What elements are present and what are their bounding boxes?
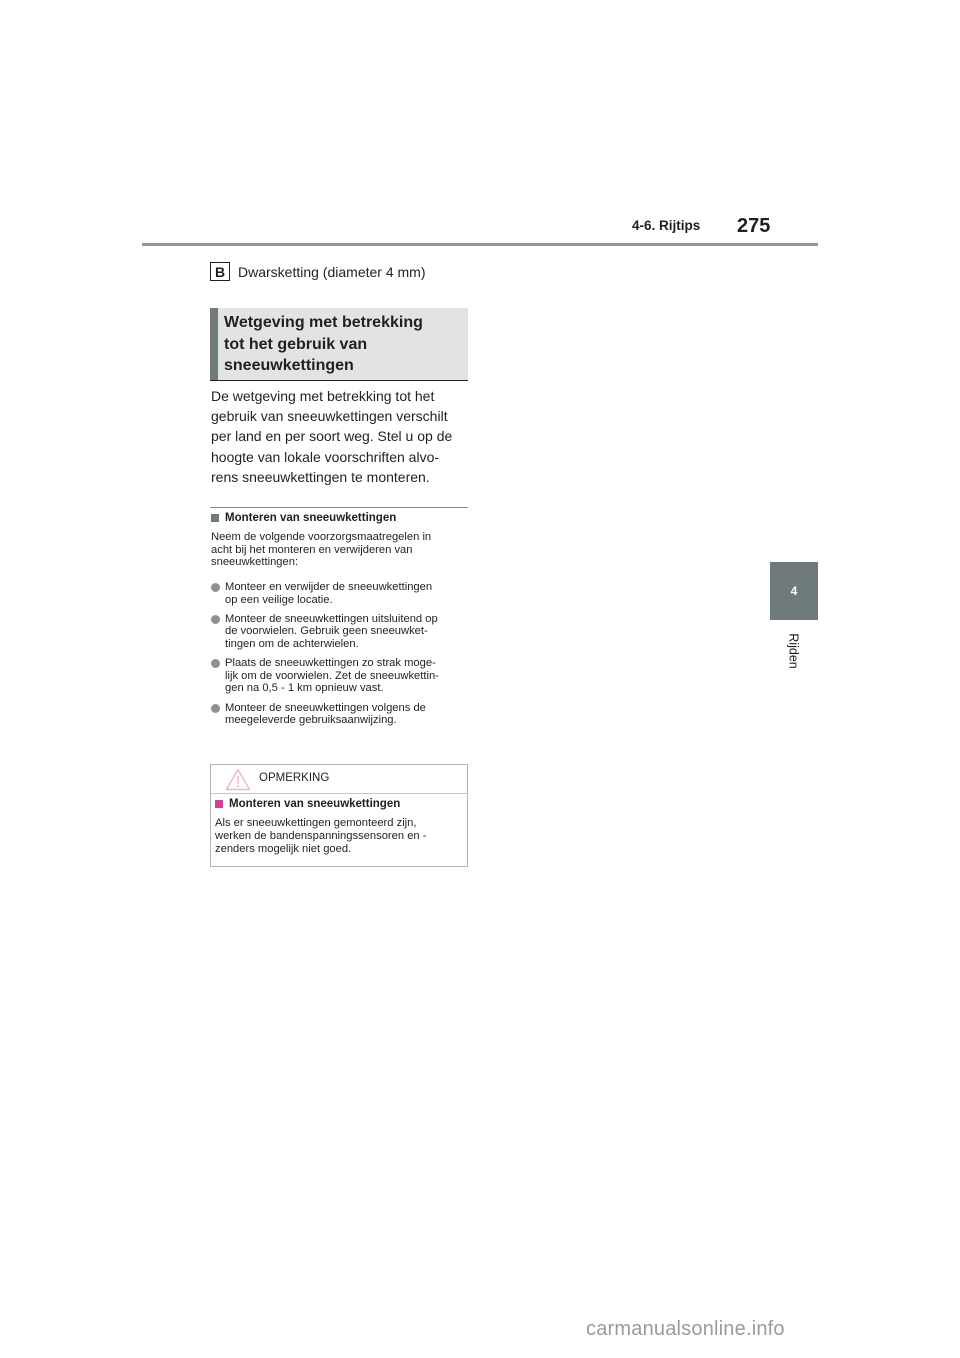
notice-header bbox=[211, 765, 467, 794]
list-item bbox=[211, 613, 471, 651]
chapter-title-text: Rijden bbox=[787, 633, 801, 669]
chapter-tab[interactable] bbox=[770, 562, 818, 620]
bullet-line: de voorwielen. Gebruik geen sneeuwket- bbox=[225, 625, 428, 638]
chapter-title bbox=[770, 628, 818, 674]
bullet-line: op een veilige locatie. bbox=[225, 593, 333, 606]
list-item bbox=[211, 702, 471, 727]
section-title bbox=[224, 312, 459, 377]
notice-line: Als er sneeuwkettingen gemonteerd zijn, bbox=[215, 817, 417, 829]
circle-bullet-icon bbox=[211, 615, 220, 624]
chapter-number: 4 bbox=[790, 584, 798, 598]
bullet-line: Monteer de sneeuwkettingen uitsluitend op bbox=[225, 612, 438, 625]
section-title-line: tot het gebruik van bbox=[224, 335, 368, 353]
section-heading-box bbox=[210, 308, 468, 381]
circle-bullet-icon bbox=[211, 583, 220, 592]
notice-text bbox=[215, 817, 465, 855]
mounting-heading-text: Monteren van sneeuwkettingen bbox=[225, 512, 397, 524]
bullet-line: gen na 0,5 - 1 km opnieuw vast. bbox=[225, 682, 384, 695]
notice-heading-text: Monteren van sneeuwkettingen bbox=[229, 798, 401, 810]
section-heading-bar bbox=[210, 308, 218, 380]
notice-heading bbox=[215, 798, 400, 810]
watermark: carmanualsonline.info bbox=[586, 1318, 785, 1340]
mounting-bullet-list bbox=[211, 581, 471, 733]
intro-line: per land en per soort weg. Stel u op de bbox=[211, 428, 453, 445]
header-section-title: 4-6. Rijtips bbox=[632, 218, 701, 233]
bullet-line: meegeleverde gebruiksaanwijzing. bbox=[225, 714, 397, 727]
notice-line: werken de bandenspanningssensoren en - bbox=[215, 829, 427, 842]
intro-line: rens sneeuwkettingen te monteren. bbox=[211, 468, 430, 485]
intro-line: De wetgeving met betrekking tot het bbox=[211, 388, 435, 404]
intro-line: hoogte van lokale voorschriften alvo- bbox=[211, 448, 440, 465]
bullet-line: Plaats de sneeuwkettingen zo strak moge- bbox=[225, 657, 436, 670]
section-intro bbox=[211, 386, 473, 487]
square-bullet-icon bbox=[215, 800, 223, 808]
circle-bullet-icon bbox=[211, 659, 220, 668]
list-item bbox=[211, 581, 471, 606]
mounting-heading bbox=[211, 512, 396, 524]
mounting-intro-line: Neem de volgende voorzorgsmaatregelen in bbox=[211, 531, 432, 543]
mounting-intro-line: acht bij het monteren en verwijderen van bbox=[211, 543, 413, 556]
circle-bullet-icon bbox=[211, 704, 220, 713]
notice-box bbox=[210, 764, 468, 867]
section-divider bbox=[210, 507, 468, 508]
list-item bbox=[211, 657, 471, 695]
bullet-line: Monteer en verwijder de sneeuwkettingen bbox=[225, 581, 433, 593]
intro-line: gebruik van sneeuwkettingen verschilt bbox=[211, 408, 448, 425]
section-title-line: sneeuwkettingen bbox=[224, 357, 354, 374]
bullet-line: Monteer de sneeuwkettingen volgens de bbox=[225, 701, 426, 714]
item-b-text: Dwarsketting (diameter 4 mm) bbox=[238, 263, 426, 280]
item-b bbox=[210, 262, 426, 281]
square-bullet-icon bbox=[211, 514, 219, 522]
mounting-intro bbox=[211, 531, 469, 569]
bullet-line: lijk om de voorwielen. Zet de sneeuwkettin- bbox=[225, 669, 439, 682]
header-divider bbox=[142, 243, 818, 246]
section-title-line: Wetgeving met betrekking bbox=[224, 314, 423, 331]
page-number: 275 bbox=[737, 215, 771, 237]
notice-line: zenders mogelijk niet goed. bbox=[215, 842, 352, 855]
mounting-intro-line: sneeuwkettingen: bbox=[211, 556, 299, 569]
item-b-badge: B bbox=[210, 262, 230, 281]
warning-triangle-icon bbox=[225, 768, 251, 791]
bullet-line: tingen om de achterwielen. bbox=[225, 637, 359, 650]
notice-label: OPMERKING bbox=[259, 772, 330, 784]
